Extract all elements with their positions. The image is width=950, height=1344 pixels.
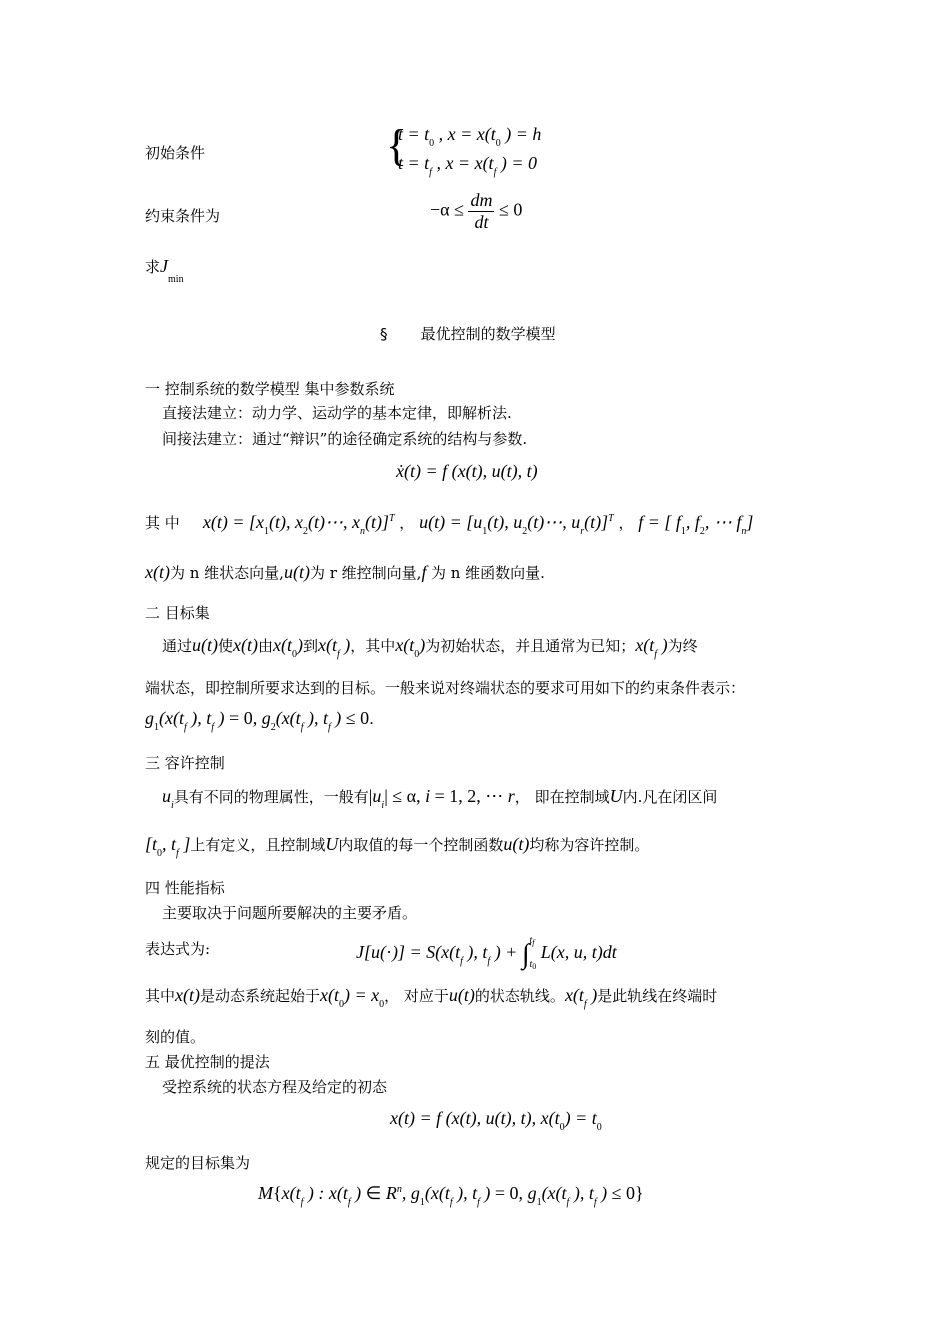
initial-condition-label: 初始条件 [145,144,206,162]
target-set-label: 规定的目标集为 [145,1154,251,1172]
heading-1: 一 控制系统的数学模型 集中参数系统 [145,380,395,398]
target-set-equation: $M\{x(t_f$ ) : $x(t_f$ ) ∈ $R^n$, $g_1(x(t_f$ ), $t_f$ ) = 0, $g_1(x(t_f$ ), $t_f$ ) ≤ 0} [258,1183,644,1208]
s1-line-1: 直接法建立：动力学、运动学的基本定律，即解析法. [162,404,512,422]
heading-3: 三 容许控制 [145,754,225,772]
s4-para-line-1: 其中x(t)是动态系统起始于$x(t_0) = x_0$， 对应于u(t)的状态轨线。$x(t_f$ )是此轨线在终端时 [145,985,718,1010]
left-brace: { [386,121,408,170]
s1-line-2: 间接法建立：通过“辩识”的途径确定系统的结构与参数. [162,430,528,448]
constraint-label: 约束条件为 [145,207,221,225]
expression-label: 表达式为: [145,940,211,958]
objective-prefix: 求 [145,258,161,276]
s3-para-line-2: [$t_0$, $t_f$ ]上有定义，且控制域U内取值的每一个控制函数u(t)均称为容许控制。 [145,834,650,859]
constraint-equation: −α ≤ $\frac{dm}{dt}$ ≤ 0 [430,190,523,232]
s2-constraint-equation: $g_1(x(t_f$ ), $t_f$ ) = 0, $g_2(x(t_f$ ), $t_f$ ) ≤ 0. [145,708,374,733]
where-label: 其 中 [145,514,180,532]
section-symbol: § [380,325,388,343]
initial-state-equation: x(t) = f (x(t), u(t), t), $x(t_0) = t_0$ [390,1108,602,1133]
heading-4: 四 性能指标 [145,879,225,897]
vector-description: x(t)为 n 维状态向量,u(t)为 r 维控制向量,f 为 n 维函数向量. [145,562,545,582]
performance-index-equation: $J[u(\cdot)] = S(x(t_f$ ), $t_f$ ) + ∫ $t_f$ $t_0$ L(x, u, t)dt [356,935,617,971]
s3-para-line-1: $u_i$具有不同的物理属性，一般有$|u_i| \le \alpha$, i = 1, 2, ⋯ r， 即在控制域U内.凡在闭区间 [162,786,718,811]
initial-condition-eq1: $t = t_0$ , $x = x(t_0$ ) = h [398,124,542,149]
objective-line: 求$J_{min}$ [145,256,184,285]
initial-condition-eq2: $t = t_f$ , $x = x(t_f$ ) = 0 [398,153,537,178]
heading-5: 五 最优控制的提法 [145,1053,270,1071]
s4-line-1: 主要取决于问题所要解决的主要矛盾。 [162,904,418,922]
section-title-text: 最优控制的数学模型 [420,325,556,343]
heading-2: 二 目标集 [145,604,210,622]
definition-line: 其 中 $x(t) = [x_1(t)$, $x_2(t)\cdots$, $x_n(t)]^T$ ， $u(t) = [u_1(t)$, $u_2(t)\cdots$, $u_r(t)]^T$ ， f = [ $f_1$, $f_2$, ⋯ $f_n$] [145,512,754,537]
state-equation: ẋ(t) = f (x(t), u(t), t) [396,461,538,481]
s5-line-1: 受控系统的状态方程及给定的初态 [162,1078,388,1096]
s2-para-line-1: 通过u(t)使x(t)由$x(t_0)$到$x(t_f$ )，其中$x(t_0)$为初始状态，并且通常为已知；$x(t_f$ )为终 [162,635,698,660]
s4-para-line-2: 刻的值。 [145,1028,206,1046]
s2-para-line-2: 端状态，即控制所要求达到的目标。一般来说对终端状态的要求可用如下的约束条件表示： [145,679,746,697]
section-title [380,323,556,344]
